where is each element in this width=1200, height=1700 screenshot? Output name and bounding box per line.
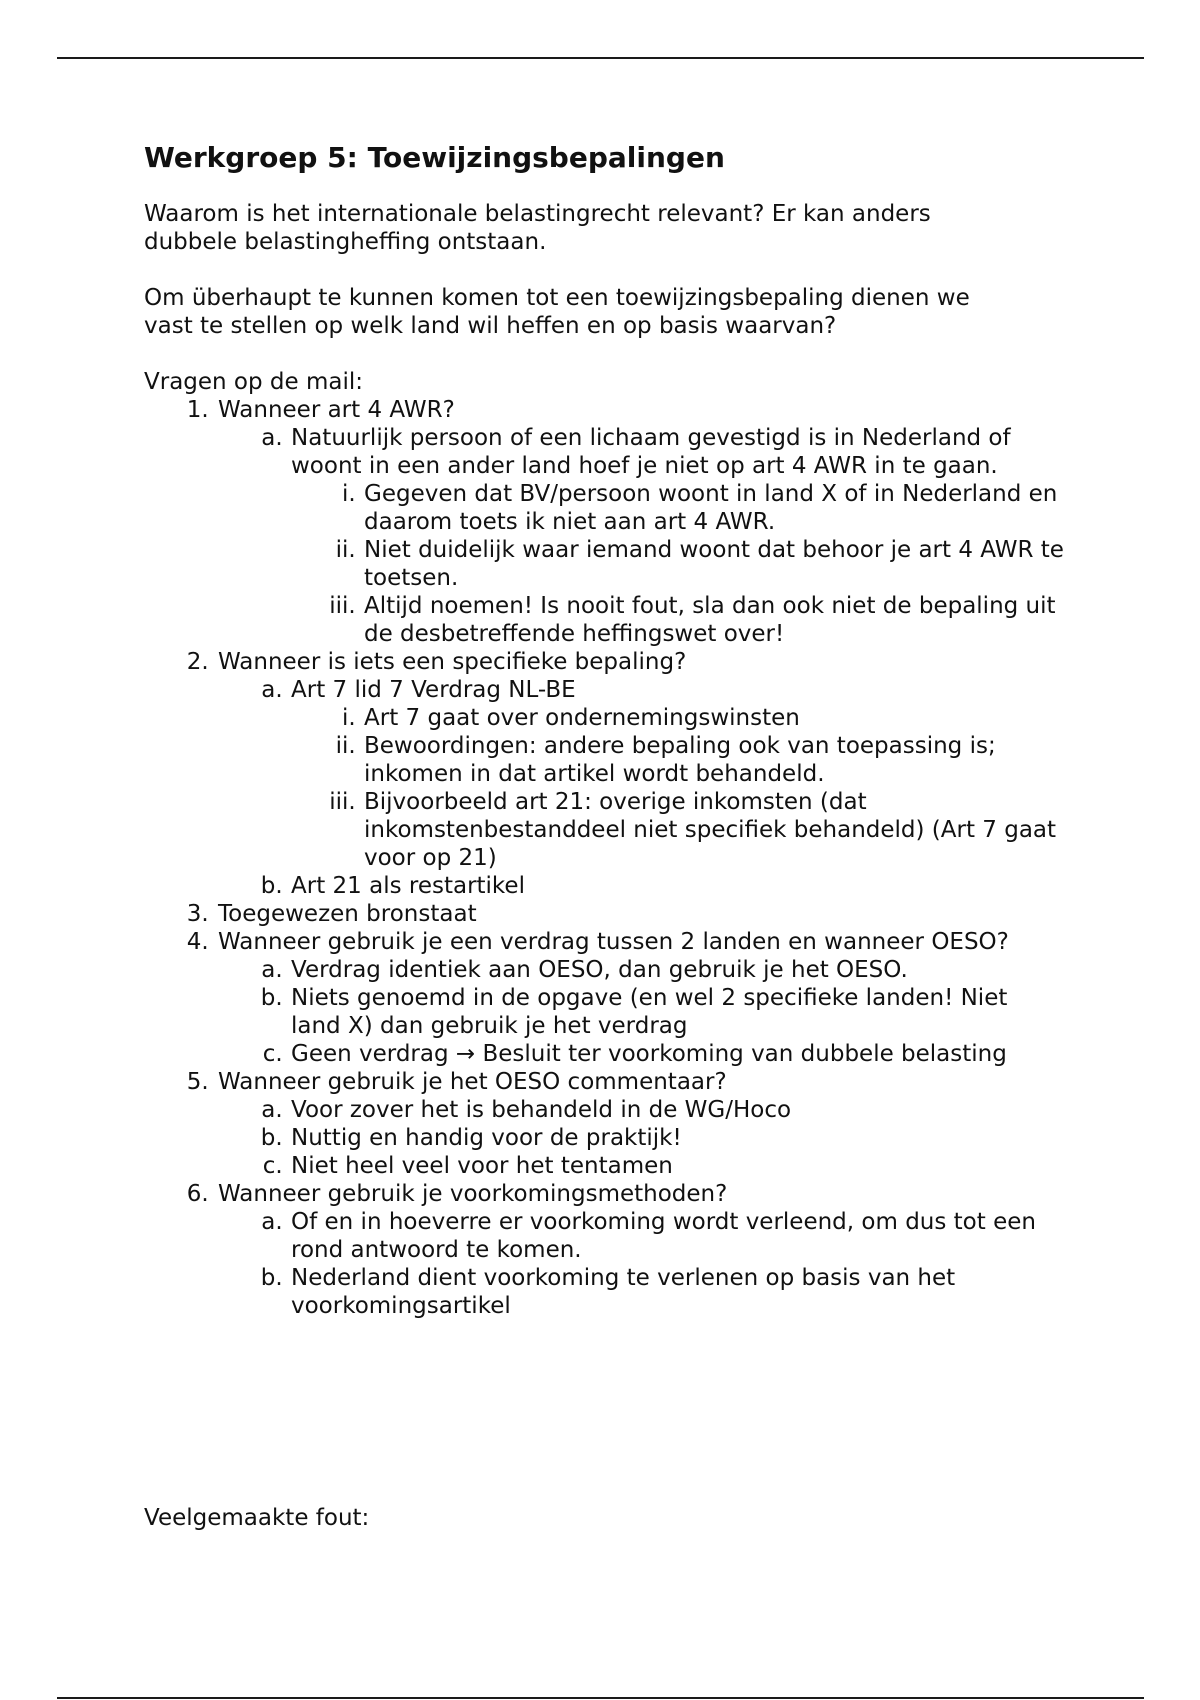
- paragraph-line: Om überhaupt te kunnen komen tot een toewijzingsbepaling dienen we: [144, 285, 970, 311]
- question-item: [216, 928, 1064, 1068]
- answer-list: [218, 676, 1064, 900]
- intro-paragraph: [144, 200, 1064, 256]
- paragraph-line: Waarom is het internationale belastingrecht relevant? Er kan anders: [144, 201, 931, 227]
- question-text: Wanneer is iets een specifieke bepaling?: [218, 649, 687, 675]
- question-text: Wanneer gebruik je het OESO commentaar?: [218, 1069, 727, 1095]
- answer-item: [290, 424, 1064, 648]
- answer-list: [218, 1096, 1064, 1180]
- question-text: Wanneer gebruik je voorkomingsmethoden?: [218, 1181, 728, 1207]
- answer-text: Art 7 lid 7 Verdrag NL-BE: [291, 677, 576, 703]
- second-paragraph: [144, 284, 1064, 340]
- answer-text: Verdrag identiek aan OESO, dan gebruik je het OESO.: [291, 957, 908, 983]
- answer-text: Voor zover het is behandeld in de WG/Hoco: [291, 1097, 792, 1123]
- detail-item: iii. Altijd noemen! Is nooit fout, sla dan ook niet de bepaling uit de desbetreffende heffingswet over!: [363, 592, 1064, 648]
- detail-item: i. Art 7 gaat over ondernemingswinsten: [363, 704, 1064, 732]
- detail-item: i. Gegeven dat BV/persoon woont in land X of in Nederland en daarom toets ik niet aan art 4 AWR.: [363, 480, 1064, 536]
- answer-item: [290, 676, 1064, 872]
- answer-text: Niet heel veel voor het tentamen: [291, 1153, 673, 1179]
- question-item: [216, 900, 1064, 928]
- footer-rule: [57, 1697, 1144, 1699]
- answer-list: [218, 956, 1064, 1068]
- answer-item: [290, 872, 1064, 900]
- answer-item: [290, 1096, 1064, 1124]
- questions-intro: Vragen op de mail:: [144, 369, 363, 395]
- common-mistake-label: Veelgemaakte fout:: [144, 1505, 370, 1531]
- answer-list: [218, 1208, 1064, 1320]
- question-item: [216, 1180, 1064, 1320]
- answer-item: [290, 1040, 1064, 1068]
- paragraph-line: dubbele belastingheffing ontstaan.: [144, 229, 547, 255]
- header-rule: [57, 57, 1144, 59]
- detail-list: [291, 704, 1064, 872]
- paragraph-line: vast te stellen op welk land wil heffen en op basis waarvan?: [144, 313, 837, 339]
- detail-item: ii. Niet duidelijk waar iemand woont dat behoor je art 4 AWR te toetsen.: [363, 536, 1064, 592]
- answer-text: Nuttig en handig voor de praktijk!: [291, 1125, 682, 1151]
- answer-item: [290, 1264, 1064, 1320]
- question-item: [216, 648, 1064, 900]
- detail-list: [291, 480, 1064, 648]
- answer-item: [290, 1152, 1064, 1180]
- question-text: Toegewezen bronstaat: [218, 901, 477, 927]
- question-text: Wanneer art 4 AWR?: [218, 397, 455, 423]
- answer-text: Art 21 als restartikel: [291, 873, 525, 899]
- answer-text: Natuurlijk persoon of een lichaam gevestigd is in Nederland of woont in een ander land hoef je niet op art 4 AWR in te gaan.: [291, 425, 1011, 479]
- question-item: [216, 1068, 1064, 1180]
- answer-item: [290, 984, 1064, 1040]
- detail-item: ii. Bewoordingen: andere bepaling ook van toepassing is; inkomen in dat artikel wordt behandeld.: [363, 732, 1064, 788]
- answer-list: [218, 424, 1064, 648]
- answer-text: Of en in hoeverre er voorkoming wordt verleend, om dus tot een rond antwoord te komen.: [291, 1209, 1036, 1263]
- answer-item: [290, 1124, 1064, 1152]
- page-title: Werkgroep 5: Toewijzingsbepalingen: [144, 141, 725, 174]
- question-item: [216, 396, 1064, 648]
- questions-list: [144, 396, 1064, 1320]
- answer-text: Nederland dient voorkoming te verlenen op basis van het voorkomingsartikel: [291, 1265, 956, 1319]
- document-body: [144, 138, 1064, 1320]
- question-text: Wanneer gebruik je een verdrag tussen 2 landen en wanneer OESO?: [218, 929, 1009, 955]
- answer-text: Geen verdrag → Besluit ter voorkoming van dubbele belasting: [291, 1041, 1007, 1067]
- answer-item: [290, 956, 1064, 984]
- detail-item: iii. Bijvoorbeeld art 21: overige inkomsten (dat inkomstenbestanddeel niet specifiek behandeld) (Art 7 gaat voor op 21): [363, 788, 1064, 872]
- answer-item: [290, 1208, 1064, 1264]
- answer-text: Niets genoemd in de opgave (en wel 2 specifieke landen! Niet land X) dan gebruik je het verdrag: [291, 985, 1008, 1039]
